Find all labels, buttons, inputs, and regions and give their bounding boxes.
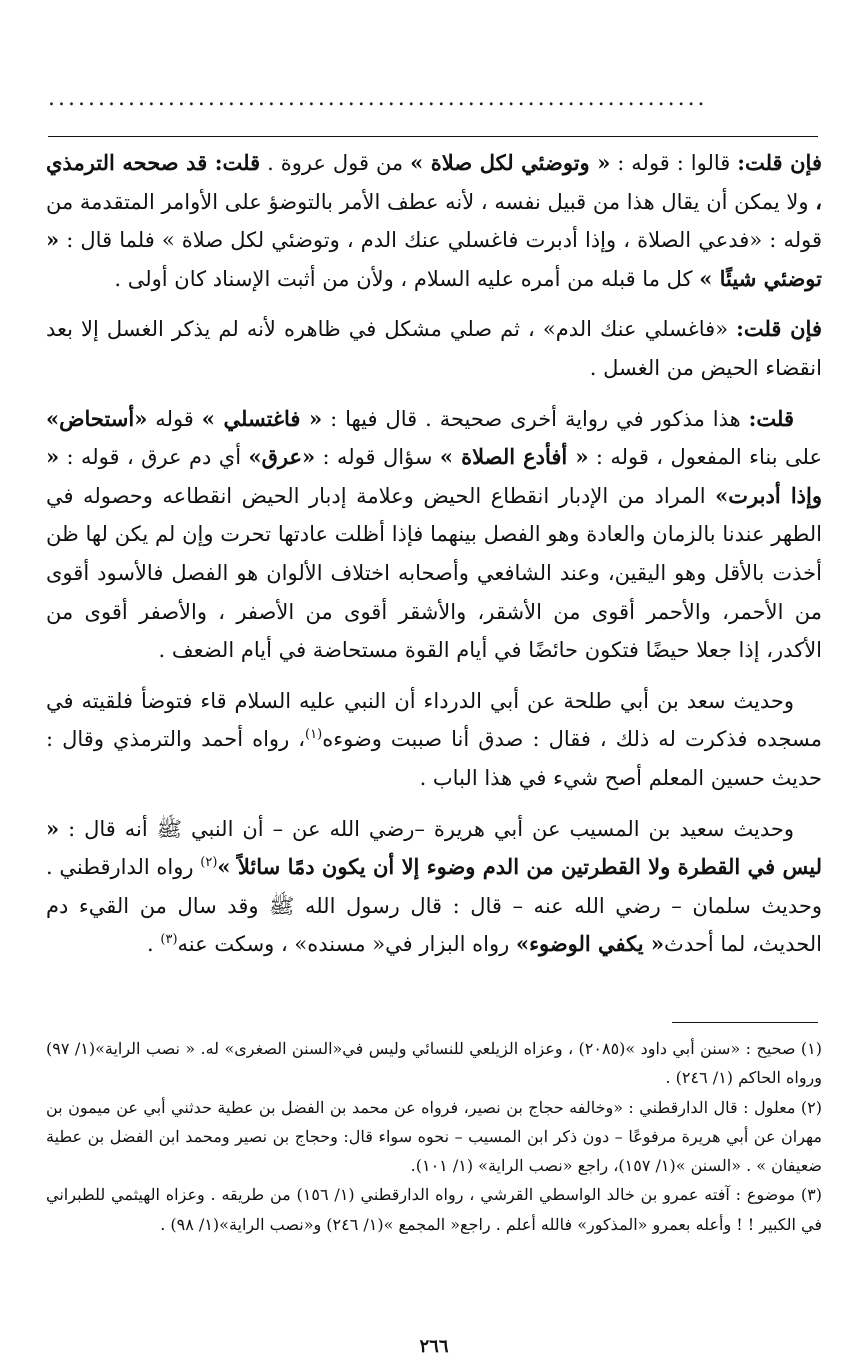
top-dotted-separator: .................................................................. <box>48 88 708 110</box>
p5-b: « ليس في القطرة ولا القطرتين من الدم وضوء إلا أن يكون دمًا سائلاً » <box>46 815 822 880</box>
main-text <box>46 144 822 976</box>
p1-g: « توضئي شيئًا » <box>46 227 822 291</box>
p4-a: وحديث سعد بن أبي طلحة عن أبي الدرداء أن النبي عليه السلام قاء فتوضأ فلقيته في مسجده فذكرت له ذلك ، فقال : صدق أنا صببت وضوءه <box>46 688 822 752</box>
p1-e: قلت: قد صححه الترمذي ، <box>46 150 822 214</box>
footnote-2: (٢) معلول : قال الدارقطني : «وخالفه حجاج بن نصير، فرواه عن محمد بن الفضل بن عطية حدثني أبي عن ميمون بن مهران عن أبي هريرة مرفوعًا – دون ذكر ابن المسيب – نحوه سواء قال: وحجاج بن نصير ومحمد ابن الفضل بن عطية ضعيفان » . «السنن »(١/ ١٥٧)، راجع «نصب الراية» (١/ ١٠١). <box>46 1097 823 1176</box>
p3-h: سؤال قوله : <box>315 445 440 470</box>
p3-a: قلت: <box>748 405 794 431</box>
p3-j: أي دم عرق ، قوله : <box>59 445 249 470</box>
footnote-1: (١) صحيح : «سنن أبي داود »(٢٠٨٥) ، وعزاه الزيلعي للنسائي وليس في«السنن الصغرى» له. « نصب الراية»(١/ ٩٧) ورواه الحاكم (١/ ٢٤٦) . <box>46 1039 823 1088</box>
footnote-ref-2[interactable]: (٢) <box>200 855 218 871</box>
paragraph-5 <box>46 810 822 964</box>
p3-l: المراد من الإدبار انقطاع الحيض وعلامة إدبار الحيض انقطاعه وحصوله في الطهر عندنا بالزمان والعادة وهو الفصل بينهما فإذا أظلت عادتها تحرت وإن لم يكن لها ظن أخذت بالأقل وهو اليقين، وعند الشافعي وأصحابه اختلاف الألوان هو الفصل فالأسود أقوى من الأحمر، والأحمر أقوى من الأشقر، والأشقر أقوى من الأصفر ، والأصفر أقوى من الأكدر، إذا جعلا حيضًا فتكون حائضًا في أيام القوة مستحاضة في أيام الضعف . <box>46 483 822 663</box>
p2-b: «فاغسلي عنك الدم» ، ثم صلي مشكل في ظاهره لأنه لم يذكر الغسل إلا بعد انقضاء الحيض من الغسل . <box>46 317 822 380</box>
p1-d: من قول عروة . <box>260 151 411 175</box>
paragraph-4 <box>46 682 822 798</box>
footnote-3: (٣) موضوع : آفته عمرو بن خالد الواسطي القرشي ، رواه الدارقطني (١/ ١٥٦) من طريقه . وعزاه الهيثمي للطبراني في الكبير ! ! وأعله بعمرو «المذكور» فالله أعلم . راجع« المجمع »(١/ ٢٤٦) و«نصب الراية»(١/ ٩٨) . <box>46 1185 822 1234</box>
p5-f: . <box>147 932 161 957</box>
top-rule <box>48 136 818 137</box>
p1-a: فإن قلت: <box>737 150 822 175</box>
footnote-ref-3[interactable]: (٣) <box>160 932 178 948</box>
p1-h: كل ما قبله من أمره عليه السلام ، ولأن من أثبت الإسناد كان أولى . <box>114 266 700 291</box>
footnotes <box>46 1034 822 1239</box>
page-number: ٢٦٦ <box>419 1336 449 1357</box>
p5-a: وحديث سعيد بن المسيب عن أبي هريرة –رضي الله عن – أن النبي ﷺ أنه قال : <box>59 816 794 841</box>
p3-e: «أستحاض» <box>46 405 148 431</box>
p5-c: رواه الدارقطني . وحديث سلمان – رضي الله عنه – قال : قال رسول الله ﷺ وقد سال من القيء دم الحديث، لما أحدث <box>46 855 822 957</box>
p3-b: هذا مذكور في رواية أخرى صحيحة . قال فيها : <box>322 406 749 431</box>
p3-d: قوله <box>147 406 202 431</box>
p3-c: « فاغتسلي » <box>201 405 323 431</box>
p2-a: فإن قلت: <box>736 316 822 342</box>
p1-f: ولا يمكن أن يقال هذا من قبيل نفسه ، لأنه عطف الأمر بالتوضؤ على الأوامر المتقدمة من قوله : «فدعي الصلاة ، وإذا أدبرت فاغسلي عنك الدم ، وتوضئي لكل صلاة » فلما قال : <box>46 189 822 253</box>
paragraph-3 <box>46 400 822 670</box>
paragraph-2 <box>46 310 822 387</box>
paragraph-1 <box>46 144 822 298</box>
p3-f: على بناء المفعول ، قوله : <box>588 445 822 470</box>
p4-b: ، رواه أحمد والترمذي وقال : حديث حسين المعلم أصح شيء في هذا الباب . <box>46 727 822 790</box>
p3-g: « أفأدع الصلاة » <box>439 444 589 470</box>
p1-b: قالوا : قوله : <box>610 151 738 175</box>
p3-i: «عرق» <box>248 444 316 470</box>
p5-e: رواه البزار في« مسنده» ، وسكت عنه <box>177 932 516 957</box>
footnote-ref-1[interactable]: (١) <box>305 727 323 743</box>
p5-d: « يكفي الوضوء» <box>515 931 665 957</box>
footnote-rule <box>672 1022 818 1023</box>
p3-k: « وإذا أدبرت» <box>46 444 822 508</box>
p1-c: « وتوضئي لكل صلاة » <box>410 150 611 175</box>
